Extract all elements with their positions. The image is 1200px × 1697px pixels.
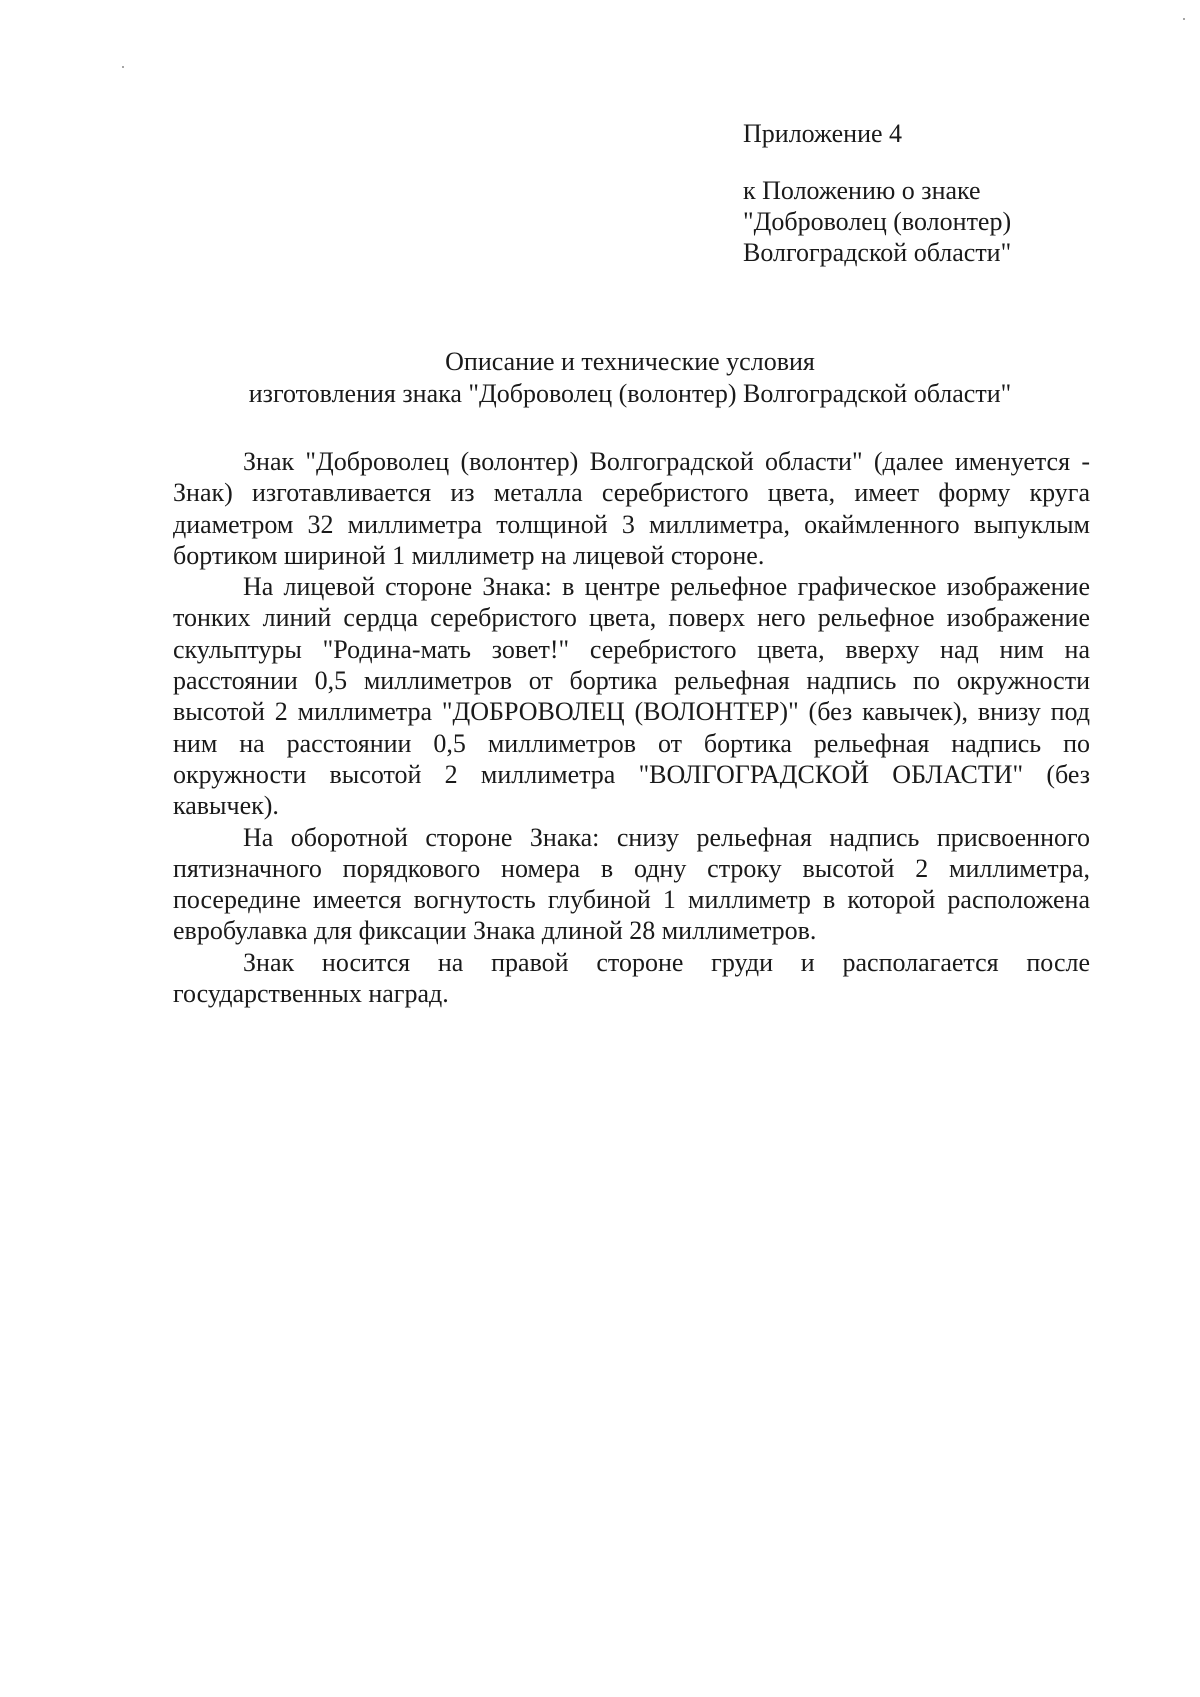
appendix-line: к Положению о знаке (743, 176, 981, 205)
scan-speck (1183, 18, 1185, 20)
document-title (0, 346, 1200, 410)
paragraph: Знак "Доброволец (волонтер) Волгоградской области" (далее именуется - Знак) изготавливается из металла серебристого цвета, имеет форму круга диаметром 32 миллиметра толщиной 3 миллиметра, окаймленного выпуклым бортиком шириной 1 миллиметр на лицевой стороне. (173, 447, 1090, 570)
paragraph: На лицевой стороне Знака: в центре рельефное графическое изображение тонких линий сердца серебристого цвета, поверх него рельефное изображение скульптуры "Родина-мать зовет!" серебристого цвета, вверху над ним на расстоянии 0,5 миллиметров от бортика рельефная надпись по окружности высотой 2 миллиметра "ДОБРОВОЛЕЦ (ВОЛОНТЕР)" (без кавычек), внизу под ним на расстоянии 0,5 миллиметров от бортика рельефная надпись по окружности высотой 2 миллиметра "ВОЛГОГРАДСКОЙ ОБЛАСТИ" (без кавычек). (173, 572, 1090, 821)
appendix-block (743, 118, 1011, 268)
document-body (173, 446, 1090, 1009)
title-line-1: Описание и технические условия (445, 347, 815, 376)
title-line-2: изготовления знака "Доброволец (волонтер) Волгоградской области" (248, 379, 1012, 408)
appendix-title: Приложение 4 (743, 119, 903, 148)
appendix-line: "Доброволец (волонтер) (743, 207, 1012, 236)
appendix-line: Волгоградской области" (743, 238, 1012, 267)
scan-speck (122, 66, 124, 68)
paragraph: Знак носится на правой стороне груди и располагается после государственных наград. (173, 947, 1090, 1009)
paragraph: На оборотной стороне Знака: снизу рельефная надпись присвоенного пятизначного порядкового номера в одну строку высотой 2 миллиметра, посередине имеется вогнутость глубиной 1 миллиметр в которой расположена евробулавка для фиксации Знака длиной 28 миллиметров. (173, 822, 1090, 946)
